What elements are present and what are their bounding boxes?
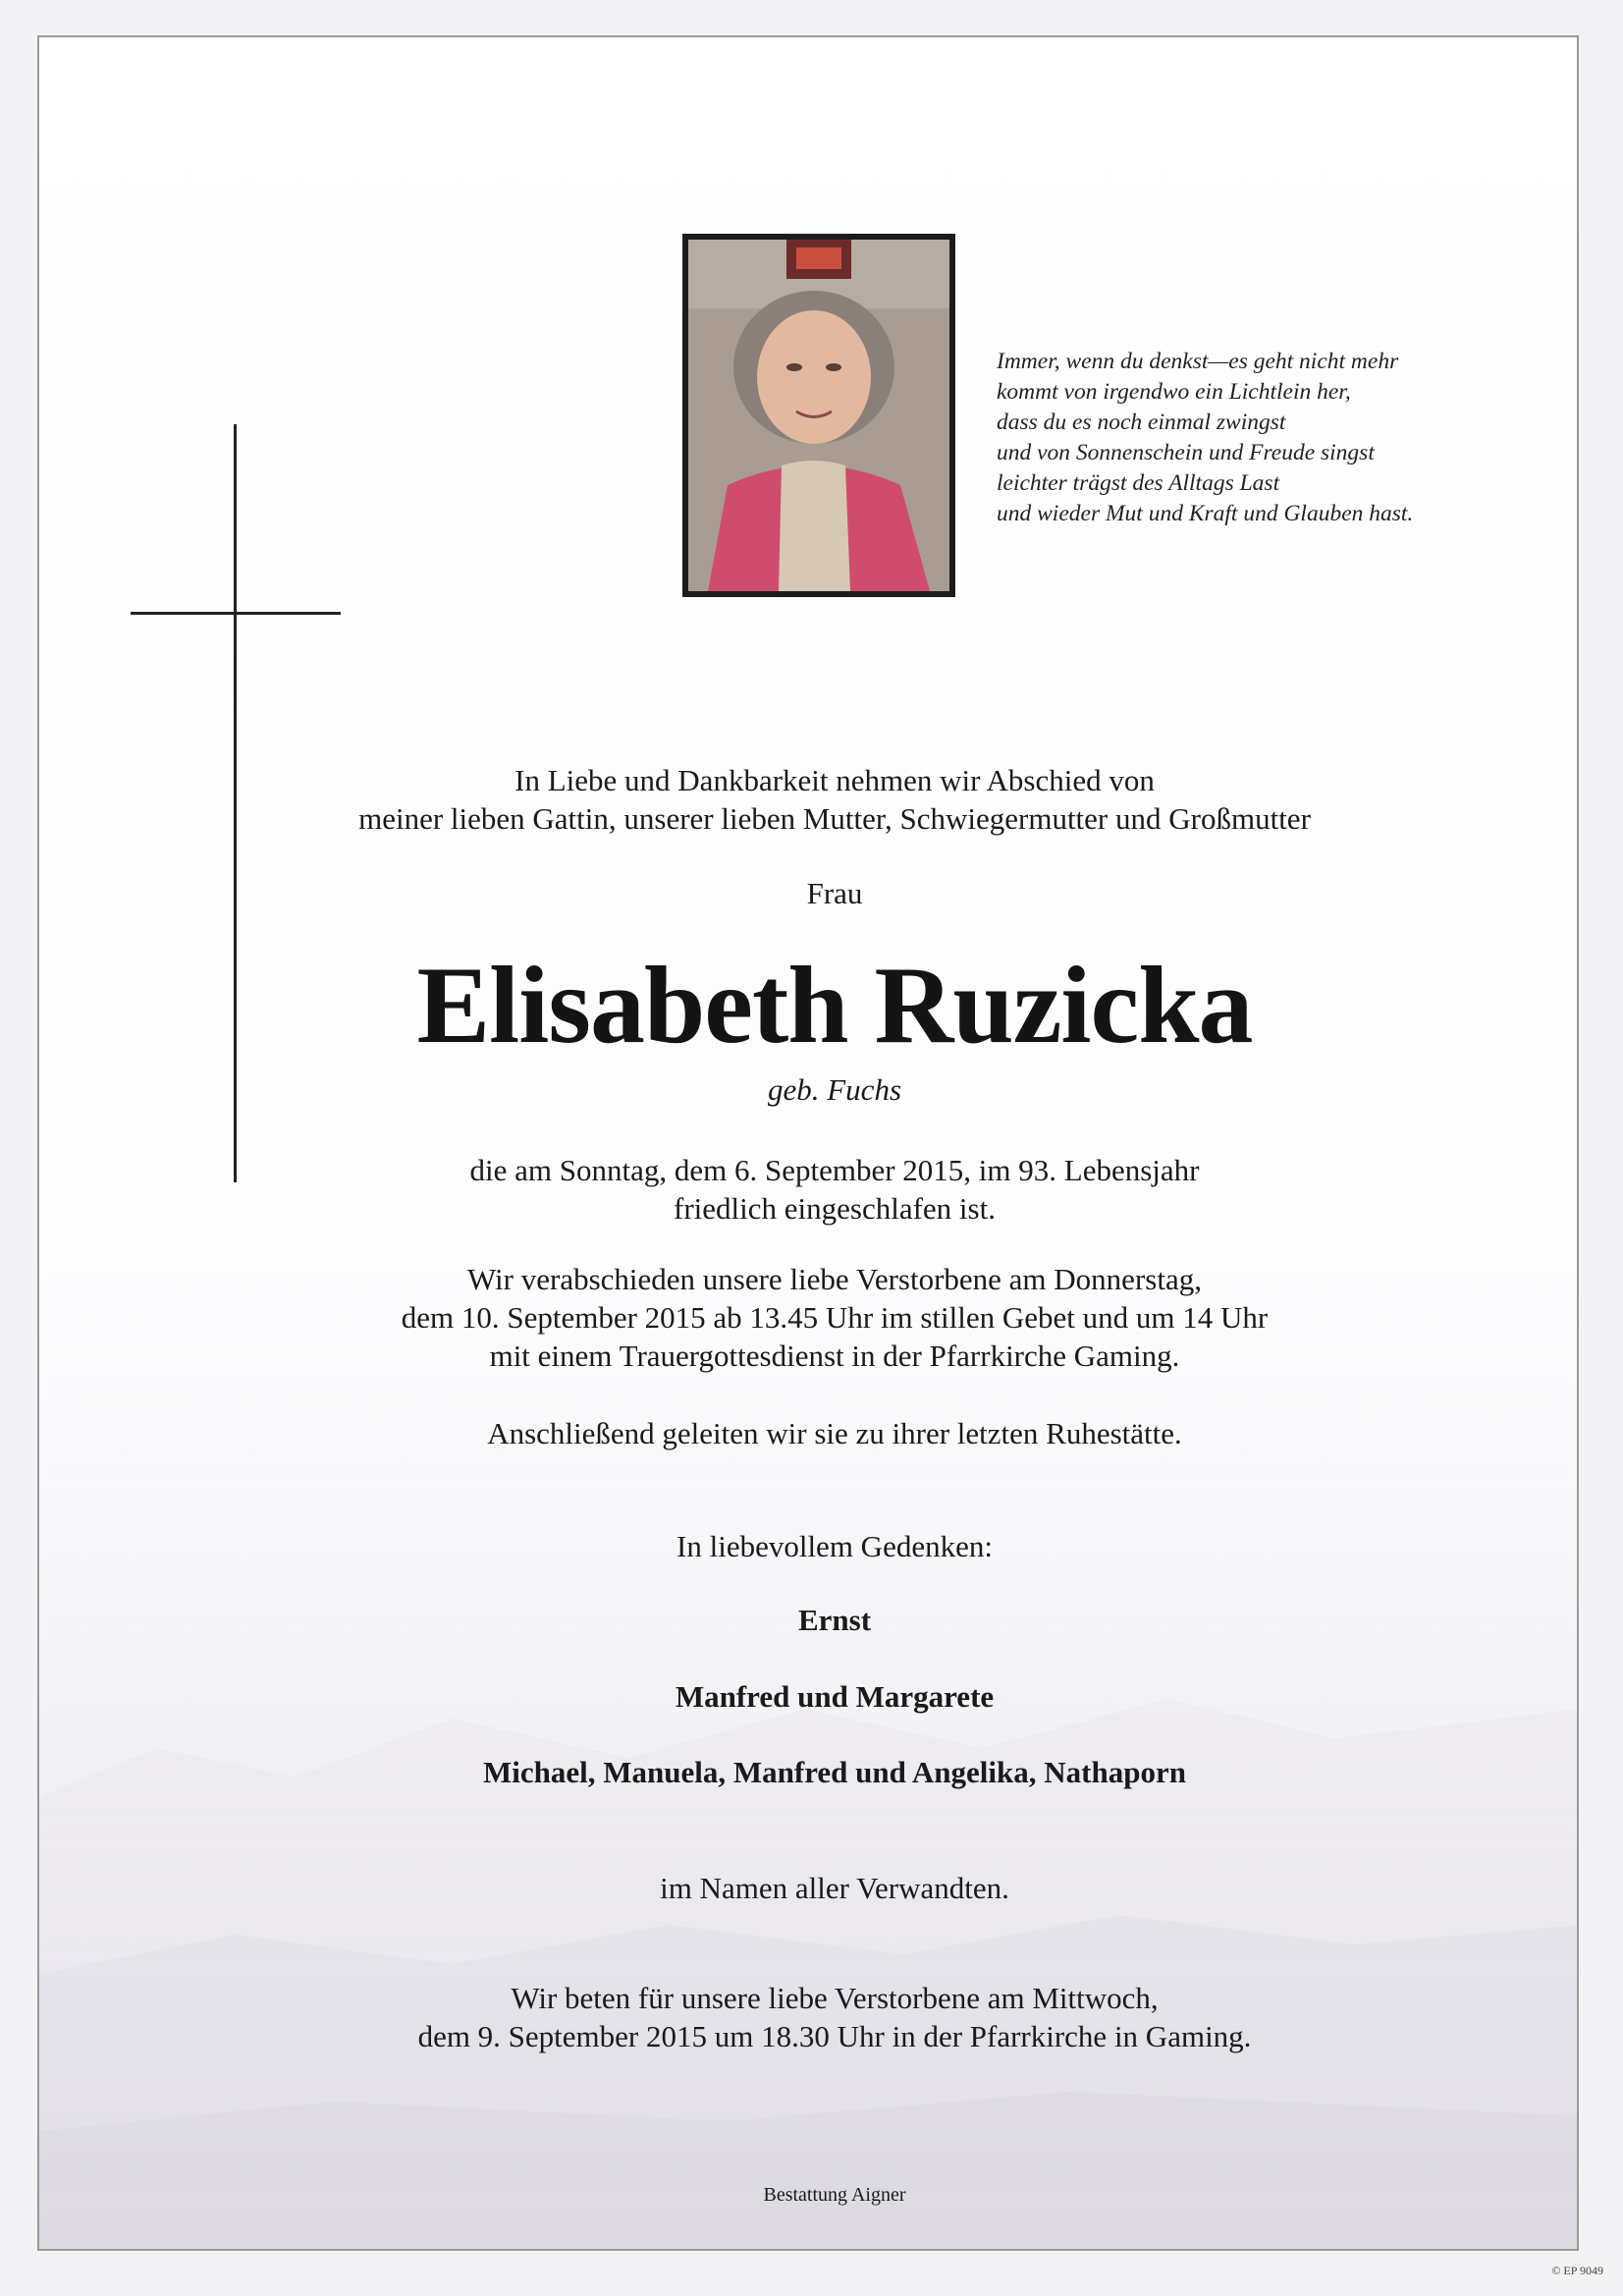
maiden-name: geb. Fuchs (767, 1072, 902, 1107)
undertaker-name: Bestattung Aigner (763, 2184, 906, 2206)
burial-text: Anschließend geleiten wir sie zu ihrer letzten Ruhestätte. (487, 1416, 1182, 1450)
mourner-name: Michael, Manuela, Manfred und Angelika, Nathaporn (483, 1755, 1186, 1789)
death-notice: die am Sonntag, dem 6. September 2015, im 93. Lebensjahr friedlich eingeschlafen ist. (469, 1153, 1200, 1226)
salutation: Frau (806, 876, 863, 910)
mourner-name: Ernst (797, 1603, 872, 1637)
deceased-name: Elisabeth Ruzicka (416, 945, 1253, 1066)
remembrance-heading: In liebevollem Gedenken: (676, 1529, 993, 1563)
portrait-photo (682, 234, 955, 597)
relatives-text: im Namen aller Verwandten. (660, 1871, 1009, 1905)
farewell-details: Wir verabschieden unsere liebe Verstorbene am Donnerstag, dem 10. September 2015 ab 13.45 Uhr im stillen Gebet und um 14 Uhr mit einem Trauergottesdienst in der Pfarrkirche Gaming. (401, 1262, 1269, 1373)
intro-text: In Liebe und Dankbarkeit nehmen wir Abschied von meiner lieben Gattin, unserer lieben Mutter, Schwiegermutter und Großmutter (358, 763, 1311, 836)
print-code: © EP 9049 (1551, 2264, 1603, 2277)
memorial-poem: Immer, wenn du denkst—es geht nicht mehr kommt von irgendwo ein Lichtlein her, dass du es noch einmal zwingst und von Sonnenschein und Freude singst leichter trägst des Alltags Last und wieder Mut und Kraft und Glauben hast. (997, 349, 1414, 526)
cross-icon-horizontal (131, 612, 341, 615)
prayer-details: Wir beten für unsere liebe Verstorbene am Mittwoch, dem 9. September 2015 um 18.30 Uhr in der Pfarrkirche in Gaming. (417, 1981, 1252, 2053)
mourner-name: Manfred und Margarete (675, 1679, 995, 1714)
